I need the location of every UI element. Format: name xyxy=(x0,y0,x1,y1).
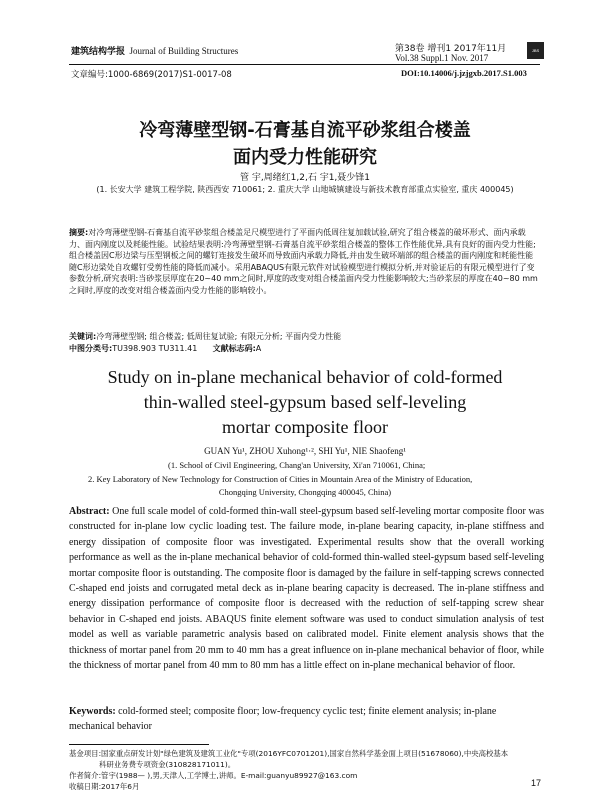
doc-code-label: 文献标志码: xyxy=(212,344,256,353)
journal-name xyxy=(71,44,238,57)
title-en-line3: mortar composite floor xyxy=(222,417,388,437)
title-en-line2: thin-walled steel-gypsum based self-leveling xyxy=(143,392,467,412)
keywords-zh xyxy=(69,331,541,342)
affiliation-en-3: Chongqing University, Chongqing 400045, China) xyxy=(218,487,392,497)
affiliations-zh: (1. 长安大学 建筑工程学院, 陕西西安 710061; 2. 重庆大学 山地城镇建设与新技术教育部重点实验室, 重庆 400045) xyxy=(96,185,514,194)
volume-en: Vol.38 Suppl.1 Nov. 2017 xyxy=(395,53,489,63)
title-zh-line1: 冷弯薄壁型钢-石膏基自流平砂浆组合楼盖 xyxy=(139,120,471,141)
title-en-line1: Study on in-plane mechanical behavior of cold-formed xyxy=(107,367,503,387)
classification-zh xyxy=(69,343,541,354)
volume-zh: 第38卷 增刊1 2017年11月 xyxy=(395,44,507,54)
keywords-zh-label: 关键词: xyxy=(69,332,97,341)
article-number: 文章编号:1000-6869(2017)S1-0017-08 xyxy=(71,70,232,80)
footnote-fund-1: 基金项目:国家重点研发计划"绿色建筑及建筑工业化"专项(2016YFC0701201),国家自然科学基金面上项目(51678060),中央高校基本 xyxy=(69,749,509,758)
header-rule xyxy=(69,64,540,65)
affiliation-en-2: 2. Key Laboratory of New Technology for Construction of Cities in Mountain Area of the Ministry of Education, xyxy=(88,474,473,484)
abstract-zh-text: 对冷弯薄壁型钢-石膏基自流平砂浆组合楼盖足尺模型进行了平面内低周往复加载试验,研究了组合楼盖的破坏形式、面内承载力、面内刚度以及耗能性能。试验结果表明:冷弯薄壁型钢-石膏基自流平砂浆组合楼盖的整体工作性能优异,具有良好的面内受力性能;组合楼盖因C形边梁与压型钢板之间的螺钉连接发生破坏而导致面内承载力降低,并由发生破坏端部的组合楼盖的面内刚度和耗能性能随C形边梁处自攻螺钉受剪性能的降低而减小。采用ABAQUS有限元软件对试验模型进行模拟分析,并对验证后的有限元模型进行了变参数分析,研究表明:当砂浆层厚度在20~40 mm之间时,厚度的改变对组合楼盖面内受力性能影响较大;当砂浆层的厚度在40~80 mm之间时,厚度的改变对组合楼盖面内受力性能的影响较小。 xyxy=(69,228,538,295)
clc-label: 中图分类号: xyxy=(69,344,113,353)
footnote-fund-2: 科研业务费专项资金(310828171011)。 xyxy=(99,760,236,769)
abstract-en-label: Abstract: xyxy=(69,506,110,517)
abstract-zh xyxy=(69,227,541,297)
journal-name-en: Journal of Building Structures xyxy=(129,46,239,56)
abstract-zh-label: 摘要: xyxy=(69,228,89,237)
keywords-en xyxy=(69,704,544,735)
affiliation-en-1: (1. School of Civil Engineering, Chang'an University, Xi'an 710061, China; xyxy=(168,460,426,470)
footnote-author: 作者简介:管宇(1988— ),男,天津人,工学博士,讲师。E-mail:guanyu89927@163.com xyxy=(69,771,358,780)
doi: DOI:10.14006/j.jzjgxb.2017.S1.003 xyxy=(401,68,527,78)
keywords-en-text: cold-formed steel; composite floor; low-frequency cyclic test; finite element analysis; in-plane mechanical behavior xyxy=(69,706,497,733)
title-zh-line2: 面内受力性能研究 xyxy=(233,147,377,168)
journal-name-zh: 建筑结构学报 xyxy=(71,47,126,57)
footnote-rule xyxy=(69,744,209,745)
journal-logo-icon: JBS xyxy=(527,42,544,59)
page-number: 17 xyxy=(531,778,542,788)
abstract-en-text: One full scale model of cold-formed thin-wall steel-gypsum based self-leveling mortar composite floor was constructed for in-plane low cyclic loading test. The failure mode, in-plane bearing capacity, in-plane stiffness and energy dissipation of composite floor was investigated. Experimental results show that the overall working performance as well as the in-plane mechanical behavior of cold-formed thin-walled steel-gypsum based self-leveling mortar composite floor is outstanding. The composite floor is damaged by the failure in self-tapping screws connected C-shaped end joists and corrugated metal deck as in-plane bearing capacity is decreased. The in-plane stiffness and energy dissipation performance of composite floor is decreased with the reduction of self-tapping screw shear behavior in C-shaped end joists. ABAQUS finite element software was used to conduct simulation analysis of test model as well as variable parametric analysis based on calibrated model. Finite element analysis shows that the thickness of mortar panel from 20 mm to 40 mm has a great influence on in-plane mechanical behavior of floor, while the thickness of mortar panel from 40 mm to 80 mm has a little effect on in-plane mechanical behavior of floor. xyxy=(69,506,544,672)
footnote-received: 收稿日期:2017年6月 xyxy=(69,782,140,791)
keywords-zh-text: 冷弯薄壁型钢; 组合楼盖; 低周往复试验; 有限元分析; 平面内受力性能 xyxy=(96,332,342,341)
abstract-en xyxy=(69,504,544,673)
doc-code-value: A xyxy=(255,344,262,353)
clc-value: TU398.903 TU311.41 xyxy=(112,344,198,353)
authors-zh: 管 宇,周绪红1,2,石 宇1,聂少锋1 xyxy=(239,173,371,183)
authors-en: GUAN Yu¹, ZHOU Xuhong¹·², SHI Yu¹, NIE Shaofeng¹ xyxy=(204,446,406,456)
keywords-en-label: Keywords: xyxy=(69,706,116,717)
